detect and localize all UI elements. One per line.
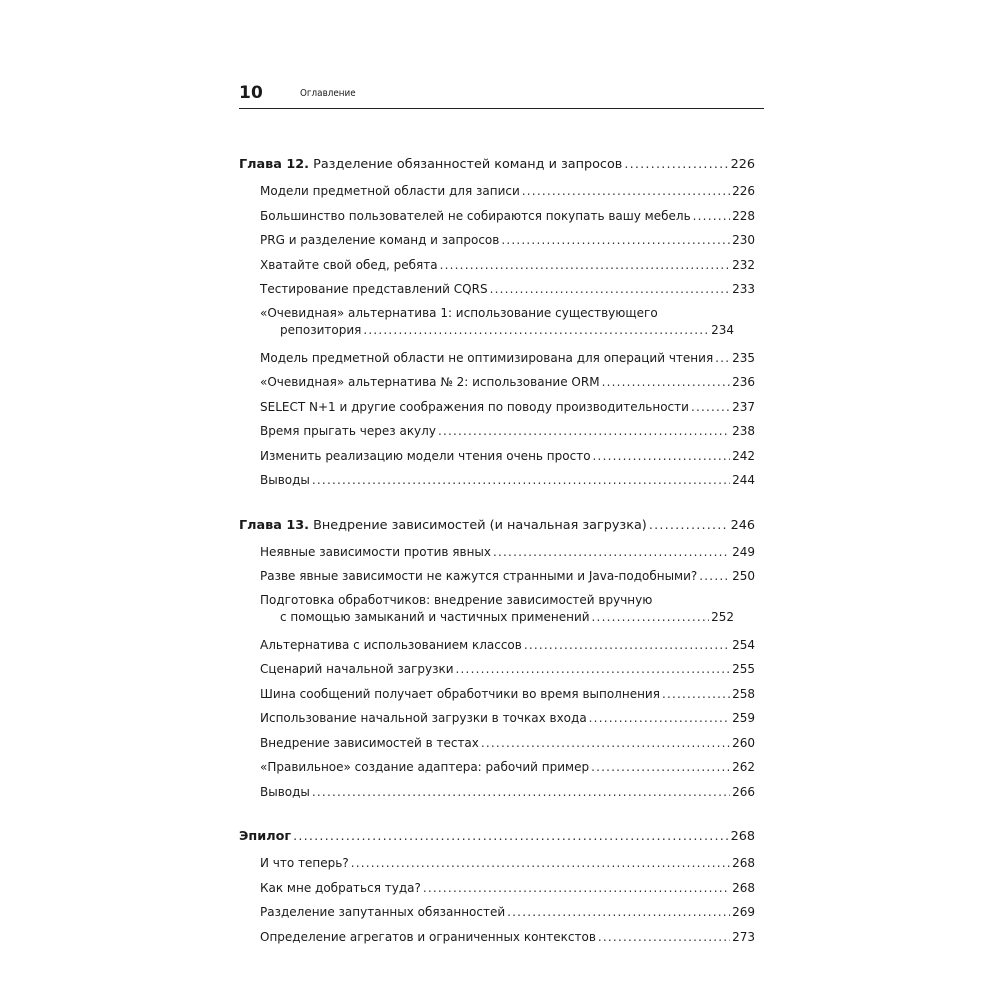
toc-item <box>239 657 755 682</box>
page-ref: 273 <box>732 929 755 944</box>
page-ref: 246 <box>730 517 755 533</box>
dot-leader <box>715 346 730 371</box>
page-ref: 268 <box>732 856 755 870</box>
page-ref: 266 <box>732 784 755 799</box>
page-ref: 228 <box>732 208 755 223</box>
page-ref: 254 <box>732 637 755 652</box>
toc-item <box>239 633 755 658</box>
chapter-label: Глава 12. <box>239 157 310 172</box>
toc-item-title: «Очевидная» альтернатива 1: использование существующего <box>260 305 658 320</box>
toc-item <box>239 370 755 395</box>
page-ref: 252 <box>711 609 734 624</box>
dot-leader <box>312 468 730 493</box>
toc-item <box>239 589 734 633</box>
toc-item <box>239 395 755 420</box>
dot-leader <box>699 564 730 589</box>
toc-item <box>239 564 755 589</box>
page-ref: 269 <box>732 905 755 919</box>
toc-item <box>239 851 755 876</box>
page-ref: 262 <box>732 760 755 774</box>
dot-leader <box>592 609 710 626</box>
dot-leader <box>293 822 729 851</box>
dot-leader <box>602 370 731 395</box>
toc-item-title: Выводы <box>260 784 310 799</box>
page-ref: 258 <box>732 686 755 701</box>
page-ref: 236 <box>732 375 755 389</box>
toc-item-title: И что теперь? <box>260 856 349 870</box>
toc-item-title: Определение агрегатов и ограниченных контекстов <box>260 929 596 944</box>
toc-chapter-13 <box>239 511 755 540</box>
dot-leader <box>351 851 730 876</box>
page-ref: 268 <box>732 880 755 895</box>
dot-leader <box>591 755 730 780</box>
page-ref: 260 <box>732 735 755 750</box>
page-ref: 237 <box>732 399 755 414</box>
toc-item-title: Как мне добраться туда? <box>260 880 421 895</box>
dot-leader <box>363 322 709 339</box>
dot-leader <box>662 682 730 707</box>
section-epilogue <box>239 822 755 949</box>
dot-leader <box>522 179 730 204</box>
toc-item-title: Изменить реализацию модели чтения очень просто <box>260 448 591 463</box>
toc-item-title: PRG и разделение команд и запросов <box>260 233 500 247</box>
page-ref: 268 <box>730 829 755 844</box>
dot-leader <box>589 706 730 731</box>
toc-item <box>239 419 755 444</box>
toc-item <box>239 302 734 346</box>
dot-leader <box>593 444 731 469</box>
dot-leader <box>481 731 730 756</box>
toc-item-title: Хватайте свой обед, ребята <box>260 257 438 272</box>
toc-item <box>239 682 755 707</box>
page-ref: 226 <box>730 157 755 172</box>
toc-item-title: Большинство пользователей не собираются покупать вашу мебель <box>260 208 691 223</box>
toc-item-title: Выводы <box>260 473 310 487</box>
toc-chapter-12 <box>239 150 755 179</box>
toc-item-title: Разделение запутанных обязанностей <box>260 905 506 919</box>
toc-item <box>239 253 755 278</box>
chapter-label: Эпилог <box>239 829 292 844</box>
toc-item <box>239 540 755 565</box>
toc-item <box>239 706 755 731</box>
page-ref: 242 <box>732 448 755 463</box>
chapter-title: Внедрение зависимостей (и начальная загрузка) <box>313 517 647 533</box>
section-chapter-13 <box>239 511 755 805</box>
dot-leader <box>598 925 730 950</box>
dot-leader <box>507 900 730 925</box>
running-title: Оглавление <box>300 88 356 99</box>
toc-item-title: Альтернатива с использованием классов <box>260 637 522 652</box>
dot-leader <box>440 253 730 278</box>
toc-item <box>239 228 755 253</box>
toc-item-title: «Очевидная» альтернатива № 2: использование ORM <box>260 375 600 389</box>
toc-item-title: Модели предметной области для записи <box>260 184 520 198</box>
toc-item-title: «Правильное» создание адаптера: рабочий пример <box>260 760 590 774</box>
toc-item-title: Модель предметной области не оптимизирована для операций чтения <box>260 350 714 365</box>
dot-leader <box>624 150 728 179</box>
dot-leader <box>693 204 730 229</box>
page-ref: 238 <box>732 424 755 438</box>
page-number: 10 <box>239 83 264 103</box>
dot-leader <box>691 395 730 420</box>
page-ref: 255 <box>732 662 755 676</box>
page-ref: 259 <box>732 711 755 725</box>
running-head <box>239 78 764 109</box>
toc-item-title: Внедрение зависимостей в тестах <box>260 735 479 750</box>
toc-item-title: Тестирование представлений CQRS <box>260 282 488 296</box>
toc-item <box>239 277 755 302</box>
toc-epilogue <box>239 822 755 851</box>
toc-item <box>239 444 755 469</box>
toc-item <box>239 925 755 950</box>
page-ref: 244 <box>732 473 755 487</box>
dot-leader <box>312 780 730 805</box>
toc-item-title: Шина сообщений получает обработчики во время выполнения <box>260 686 660 701</box>
section-chapter-12 <box>239 150 755 493</box>
toc-item-title: SELECT N+1 и другие соображения по поводу производительности <box>260 399 689 414</box>
toc-item <box>239 346 755 371</box>
page-ref: 226 <box>732 184 755 198</box>
page-ref: 250 <box>732 569 755 583</box>
page-ref: 232 <box>732 257 755 272</box>
page-ref: 249 <box>732 544 755 559</box>
toc-item <box>239 731 755 756</box>
page-ref: 233 <box>732 282 755 296</box>
dot-leader <box>501 228 730 253</box>
page-ref: 234 <box>711 322 734 337</box>
dot-leader <box>649 511 729 540</box>
toc-item <box>239 780 755 805</box>
dot-leader <box>493 540 730 565</box>
toc-item-title: Разве явные зависимости не кажутся странными и Java-подобными? <box>260 569 698 583</box>
dot-leader <box>423 876 730 901</box>
toc-item <box>239 900 755 925</box>
toc-item <box>239 468 755 493</box>
dot-leader <box>456 657 731 682</box>
toc-item <box>239 179 755 204</box>
toc-item <box>239 204 755 229</box>
toc-item-title: Подготовка обработчиков: внедрение зависимостей вручную <box>260 592 653 607</box>
toc-item-title: Время прыгать через акулу <box>260 424 436 438</box>
dot-leader <box>438 419 730 444</box>
chapter-label: Глава 13. <box>239 517 310 533</box>
toc-item-title: Использование начальной загрузки в точках входа <box>260 711 587 725</box>
toc-item <box>239 876 755 901</box>
chapter-title: Разделение обязанностей команд и запросов <box>313 157 623 172</box>
toc-item-title: Сценарий начальной загрузки <box>260 662 454 676</box>
page-ref: 235 <box>732 350 755 365</box>
table-of-contents <box>239 150 755 967</box>
toc-item-title: Неявные зависимости против явных <box>260 544 492 559</box>
toc-item-title-continued: с помощью замыканий и частичных применений <box>280 609 590 624</box>
dot-leader <box>490 277 731 302</box>
page-ref: 230 <box>732 233 755 247</box>
toc-item-title-continued: репозитория <box>280 322 362 337</box>
dot-leader <box>524 633 730 658</box>
toc-item <box>239 755 755 780</box>
